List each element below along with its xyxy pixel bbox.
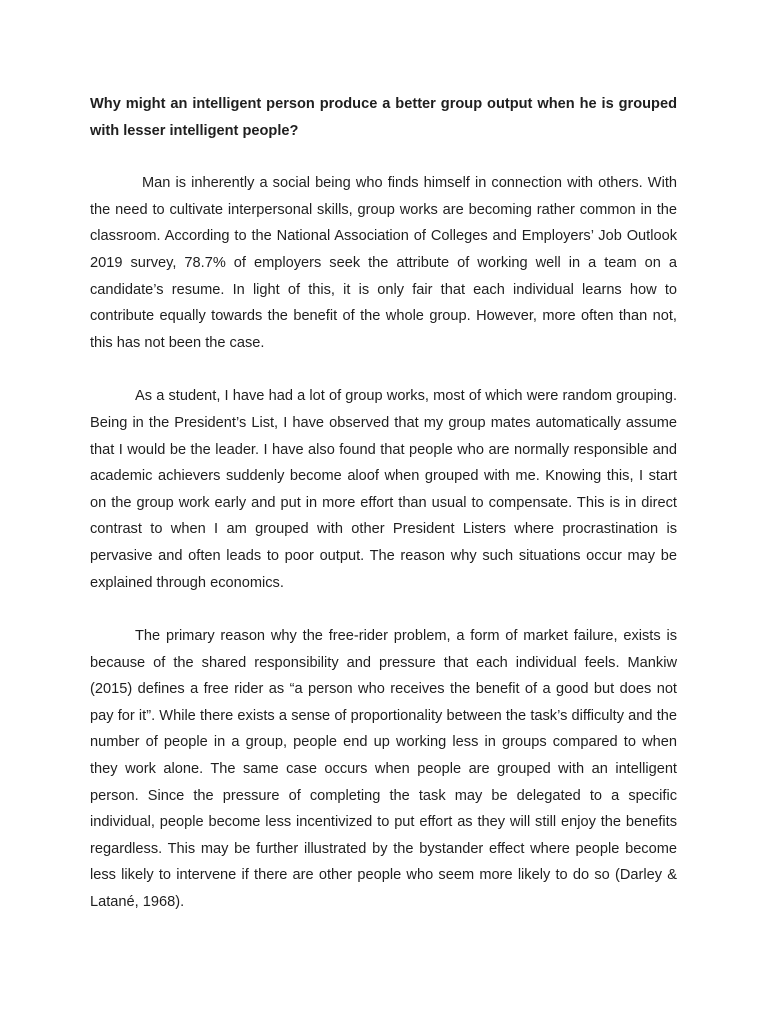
- paragraph-1: Man is inherently a social being who finds himself in connection with others. With the need to cultivate interpersonal skills, group works are becoming rather common in the classroom. According to the National Association of Colleges and Employers’ Job Outlook 2019 survey, 78.7% of employers seek the attribute of working well in a team on a candidate’s resume. In light of this, it is only fair that each individual learns how to contribute equally towards the benefit of the whole group. However, more often than not, this has not been the case.: [90, 175, 677, 351]
- essay-title: Why might an intelligent person produce a better group output when he is grouped with lesser intelligent people?: [90, 96, 677, 139]
- paragraph-3: The primary reason why the free-rider problem, a form of market failure, exists is because of the shared responsibility and pressure that each individual feels. Mankiw (2015) defines a free rider as “a person who receives the benefit of a good but does not pay for it”. While there exists a sense of proportionality between the task’s difficulty and the number of people in a group, people end up working less in groups compared to when they work alone. The same case occurs when people are grouped with an intelligent person. Since the pressure of completing the task may be delegated to a specific individual, people become less incentivized to put effort as they will still enjoy the benefits regardless. This may be further illustrated by the bystander effect where people become less likely to intervene if there are other people who seem more likely to do so (Darley & Latané, 1968).: [90, 628, 677, 911]
- paragraph-2: As a student, I have had a lot of group works, most of which were random grouping. Being in the President’s List, I have observed that my group mates automatically assume that I would be the leader. I have also found that people who are normally responsible and academic achievers suddenly become aloof when grouped with me. Knowing this, I start on the group work early and put in more effort than usual to compensate. This is in direct contrast to when I am grouped with other President Listers where procrastination is pervasive and often leads to poor output. The reason why such situations occur may be explained through economics.: [90, 388, 677, 591]
- document-body: [90, 91, 677, 943]
